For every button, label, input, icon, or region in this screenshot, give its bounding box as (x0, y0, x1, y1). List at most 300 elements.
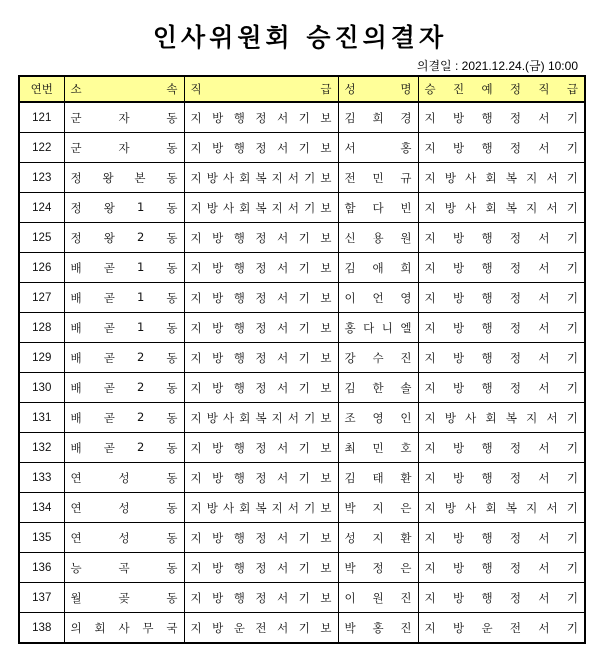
char: 방 (452, 260, 465, 275)
char: 서 (538, 110, 550, 125)
char: 복 (255, 410, 267, 425)
char: 서 (287, 410, 300, 425)
char: 정 (70, 230, 82, 245)
cell-promo (418, 283, 585, 313)
cell-dept-text (71, 380, 178, 396)
cell-dept (64, 493, 184, 523)
char: 서 (277, 530, 289, 545)
char: 지 (424, 320, 436, 335)
char: 강 (344, 350, 356, 365)
char: 동 (166, 410, 178, 425)
char: 서 (277, 350, 289, 365)
char: 태 (372, 470, 384, 485)
char: 방 (212, 470, 224, 485)
cell-grade-text (191, 350, 332, 366)
char: 사 (465, 500, 477, 515)
char: 함 (344, 200, 356, 215)
char: 보 (320, 170, 332, 185)
cell-promo-text (425, 470, 579, 486)
char: 운 (233, 620, 245, 635)
char: 지 (424, 380, 436, 395)
char: 복 (255, 200, 267, 215)
char: 방 (212, 230, 224, 245)
header-promo-label (425, 81, 579, 97)
cell-grade-text (191, 260, 332, 276)
char: 배 (70, 320, 82, 335)
char: 방 (212, 530, 224, 545)
char: 보 (320, 230, 332, 245)
char: 서 (277, 140, 289, 155)
char: 기 (298, 140, 310, 155)
cell-dept-text (71, 410, 178, 426)
char: 지 (372, 530, 384, 545)
char: 서 (277, 440, 289, 455)
char: 사 (465, 200, 477, 215)
char: 직 (190, 82, 202, 96)
char: 곧 (103, 290, 115, 305)
char: 기 (566, 620, 578, 635)
cell-promo-text (425, 140, 579, 156)
char: 군 (70, 110, 82, 125)
char: 지 (424, 230, 436, 245)
char: 은 (400, 500, 412, 515)
table-row (19, 133, 585, 163)
char: 사 (118, 620, 130, 635)
cell-no: 121 (19, 102, 64, 133)
char: 회 (239, 410, 251, 425)
cell-promo (418, 553, 585, 583)
cell-name (338, 313, 418, 343)
char: 곧 (103, 320, 115, 335)
cell-grade (184, 223, 338, 253)
char: 행 (233, 530, 245, 545)
cell-name (338, 283, 418, 313)
char: 곧 (103, 410, 115, 425)
char: 한 (372, 380, 384, 395)
char: 동 (166, 170, 178, 185)
char: 지 (424, 500, 436, 515)
char: 행 (233, 440, 245, 455)
char: 진 (400, 620, 412, 635)
cell-grade-text (191, 530, 332, 546)
cell-dept (64, 283, 184, 313)
char: 지 (424, 590, 436, 605)
char: 지 (190, 470, 202, 485)
char: 방 (212, 350, 224, 365)
char: 진 (400, 590, 412, 605)
char: 서 (546, 200, 558, 215)
char: 지 (190, 200, 202, 215)
char: 행 (481, 380, 493, 395)
char: 동 (166, 350, 178, 365)
char: 보 (320, 350, 332, 365)
table-row (19, 313, 585, 343)
cell-promo (418, 613, 585, 644)
char: 서 (538, 350, 550, 365)
char: 서 (546, 410, 558, 425)
cell-name-text (345, 290, 412, 306)
char: 정 (509, 440, 522, 455)
char: 정 (70, 200, 82, 215)
cell-grade-text (191, 470, 332, 486)
char: 행 (233, 140, 245, 155)
cell-grade (184, 133, 338, 163)
cell-dept (64, 223, 184, 253)
cell-no: 127 (19, 283, 64, 313)
cell-grade-text (191, 290, 332, 306)
cell-name (338, 102, 418, 133)
char: 전 (509, 620, 522, 635)
char: 동 (166, 200, 178, 215)
cell-promo-text (425, 440, 579, 456)
char: 지 (526, 500, 538, 515)
char: 서 (287, 200, 300, 215)
char: 솔 (400, 380, 412, 395)
char: 기 (298, 440, 310, 455)
char: 지 (190, 110, 202, 125)
char: 보 (320, 380, 332, 395)
char: 사 (222, 410, 235, 425)
char: 호 (400, 440, 412, 455)
char: 2 (136, 439, 145, 454)
cell-dept-text (71, 620, 178, 636)
char: 김 (344, 110, 356, 125)
char: 성 (344, 82, 356, 96)
char: 기 (298, 470, 310, 485)
char: 지 (526, 410, 538, 425)
char: 회 (485, 410, 497, 425)
char: 지 (190, 620, 202, 635)
char: 사 (222, 170, 235, 185)
cell-grade (184, 253, 338, 283)
char: 방 (452, 320, 465, 335)
cell-promo (418, 343, 585, 373)
char: 행 (481, 350, 493, 365)
char: 정 (70, 170, 82, 185)
char: 보 (320, 320, 332, 335)
char: 지 (271, 200, 283, 215)
char: 동 (166, 380, 178, 395)
char: 방 (452, 620, 465, 635)
cell-name-text (345, 350, 412, 366)
char: 행 (233, 230, 245, 245)
cell-no: 135 (19, 523, 64, 553)
char: 방 (452, 140, 465, 155)
cell-dept-text (71, 230, 178, 246)
char: 기 (298, 530, 310, 545)
char: 지 (372, 500, 384, 515)
char: 기 (298, 260, 310, 275)
char: 지 (271, 500, 283, 515)
char: 기 (304, 170, 316, 185)
char: 행 (481, 530, 493, 545)
cell-promo-text (425, 200, 579, 216)
cell-promo-text (425, 170, 579, 186)
char: 지 (190, 410, 202, 425)
char: 2 (136, 409, 145, 424)
char: 정 (255, 470, 267, 485)
char: 서 (287, 170, 300, 185)
char: 서 (287, 500, 300, 515)
cell-dept (64, 553, 184, 583)
char: 급 (320, 82, 332, 96)
char: 지 (526, 170, 538, 185)
char: 영 (400, 290, 412, 305)
decision-date: 의결일 : 2021.12.24.(금) 10:00 (416, 59, 578, 73)
cell-grade (184, 313, 338, 343)
cell-grade-text (191, 320, 332, 336)
char: 서 (277, 230, 289, 245)
char: 지 (424, 620, 436, 635)
cell-promo (418, 493, 585, 523)
char: 서 (277, 290, 289, 305)
cell-no: 134 (19, 493, 64, 523)
cell-grade (184, 553, 338, 583)
table-row (19, 102, 585, 133)
char: 회 (485, 500, 497, 515)
char: 정 (509, 140, 522, 155)
char: 회 (485, 200, 497, 215)
char: 서 (538, 290, 550, 305)
cell-dept-text (71, 440, 178, 456)
char: 기 (298, 590, 310, 605)
cell-no: 128 (19, 313, 64, 343)
header-name-label (345, 81, 412, 97)
char: 방 (212, 590, 224, 605)
header-dept (64, 76, 184, 102)
char: 동 (166, 470, 178, 485)
cell-no: 123 (19, 163, 64, 193)
cell-dept (64, 583, 184, 613)
cell-promo-text (425, 560, 579, 576)
char: 박 (344, 560, 356, 575)
char: 행 (481, 320, 493, 335)
char: 기 (298, 380, 310, 395)
char: 보 (320, 530, 332, 545)
char: 기 (566, 200, 578, 215)
cell-dept (64, 523, 184, 553)
table-row (19, 613, 585, 644)
char: 군 (70, 140, 82, 155)
char: 기 (298, 350, 310, 365)
char: 다 (372, 200, 384, 215)
char: 홍 (372, 620, 384, 635)
char: 기 (566, 140, 578, 155)
cell-grade-text (191, 620, 332, 636)
char: 지 (424, 530, 436, 545)
cell-promo-text (425, 500, 579, 516)
table-body (19, 102, 585, 643)
cell-promo-text (425, 320, 579, 336)
cell-name-text (345, 200, 412, 216)
cell-promo-text (425, 530, 579, 546)
char: 전 (344, 170, 356, 185)
char: 연 (70, 470, 82, 485)
cell-no: 136 (19, 553, 64, 583)
cell-no: 138 (19, 613, 64, 644)
char: 사 (465, 410, 477, 425)
char: 인 (400, 410, 412, 425)
char: 보 (320, 110, 332, 125)
char: 1 (136, 259, 145, 274)
char: 기 (566, 560, 578, 575)
cell-name-text (345, 320, 412, 336)
char: 곧 (103, 380, 115, 395)
char: 곧 (103, 350, 115, 365)
char: 정 (509, 230, 522, 245)
cell-no: 129 (19, 343, 64, 373)
char: 용 (372, 230, 384, 245)
cell-promo-text (425, 410, 579, 426)
cell-name (338, 493, 418, 523)
cell-promo (418, 193, 585, 223)
char: 지 (190, 290, 202, 305)
cell-name (338, 523, 418, 553)
cell-name-text (345, 260, 412, 276)
char: 2 (136, 349, 145, 364)
char: 회 (94, 620, 106, 635)
cell-grade-text (191, 440, 332, 456)
header-grade-label (191, 81, 332, 97)
char: 행 (233, 350, 245, 365)
char: 행 (233, 320, 245, 335)
char: 동 (166, 530, 178, 545)
cell-name (338, 343, 418, 373)
cell-dept (64, 163, 184, 193)
char: 지 (271, 410, 283, 425)
char: 운 (481, 620, 493, 635)
char: 지 (190, 530, 202, 545)
char: 지 (190, 380, 202, 395)
char: 의 (70, 620, 82, 635)
char: 무 (142, 620, 154, 635)
table-row (19, 403, 585, 433)
char: 사 (222, 500, 235, 515)
char: 본 (134, 170, 146, 185)
cell-no: 125 (19, 223, 64, 253)
cell-grade (184, 403, 338, 433)
char: 회 (239, 170, 251, 185)
char: 방 (212, 560, 224, 575)
char: 지 (424, 170, 436, 185)
char: 정 (372, 560, 384, 575)
table-row (19, 583, 585, 613)
table-header-row (19, 76, 585, 102)
cell-name-text (345, 470, 412, 486)
char: 지 (424, 560, 436, 575)
cell-name-text (345, 140, 412, 156)
cell-dept (64, 313, 184, 343)
char: 지 (526, 200, 538, 215)
char: 급 (566, 82, 578, 96)
char: 서 (277, 590, 289, 605)
cell-dept-text (71, 110, 178, 126)
cell-dept-text (71, 590, 178, 606)
char: 환 (400, 470, 412, 485)
char: 기 (304, 410, 316, 425)
char: 지 (424, 410, 436, 425)
cell-grade (184, 343, 338, 373)
char: 방 (452, 470, 465, 485)
cell-name (338, 553, 418, 583)
char: 행 (481, 290, 493, 305)
cell-dept (64, 463, 184, 493)
char: 자 (118, 140, 130, 155)
char: 동 (166, 500, 178, 515)
promotion-table (18, 75, 586, 644)
cell-grade-text (191, 140, 332, 156)
char: 보 (320, 500, 332, 515)
char: 서 (538, 590, 550, 605)
char: 서 (277, 320, 289, 335)
cell-name (338, 223, 418, 253)
char: 행 (233, 290, 245, 305)
cell-name-text (345, 590, 412, 606)
char: 이 (344, 290, 356, 305)
char: 기 (566, 530, 578, 545)
char: 2 (136, 379, 145, 394)
char: 서 (277, 620, 289, 635)
char: 엘 (400, 320, 412, 335)
char: 왕 (103, 200, 115, 215)
cell-no: 122 (19, 133, 64, 163)
char: 기 (298, 620, 310, 635)
char: 방 (212, 320, 224, 335)
char: 방 (206, 200, 218, 215)
char: 박 (344, 500, 356, 515)
cell-dept (64, 253, 184, 283)
cell-grade-text (191, 170, 332, 186)
char: 복 (505, 170, 517, 185)
char: 능 (70, 560, 82, 575)
char: 배 (70, 290, 82, 305)
char: 희 (400, 260, 412, 275)
cell-grade-text (191, 380, 332, 396)
cell-promo (418, 583, 585, 613)
char: 이 (344, 590, 356, 605)
char: 기 (304, 500, 316, 515)
cell-name-text (345, 230, 412, 246)
table-row (19, 163, 585, 193)
char: 방 (452, 530, 465, 545)
char: 성 (344, 530, 356, 545)
cell-promo (418, 523, 585, 553)
char: 정 (255, 140, 267, 155)
cell-promo-text (425, 260, 579, 276)
char: 동 (166, 110, 178, 125)
cell-dept (64, 373, 184, 403)
cell-dept-text (71, 140, 178, 156)
char: 서 (344, 140, 356, 155)
cell-name-text (345, 530, 412, 546)
char: 서 (546, 170, 558, 185)
char: 서 (277, 560, 289, 575)
char: 동 (166, 320, 178, 335)
cell-grade-text (191, 410, 332, 426)
cell-name-text (345, 380, 412, 396)
cell-name (338, 403, 418, 433)
char: 서 (538, 440, 550, 455)
cell-no: 133 (19, 463, 64, 493)
header-grade (184, 76, 338, 102)
table-row (19, 493, 585, 523)
char: 정 (255, 560, 267, 575)
char: 다 (363, 320, 375, 335)
char: 조 (344, 410, 356, 425)
char: 방 (212, 260, 224, 275)
char: 서 (546, 500, 558, 515)
char: 연 (70, 500, 82, 515)
